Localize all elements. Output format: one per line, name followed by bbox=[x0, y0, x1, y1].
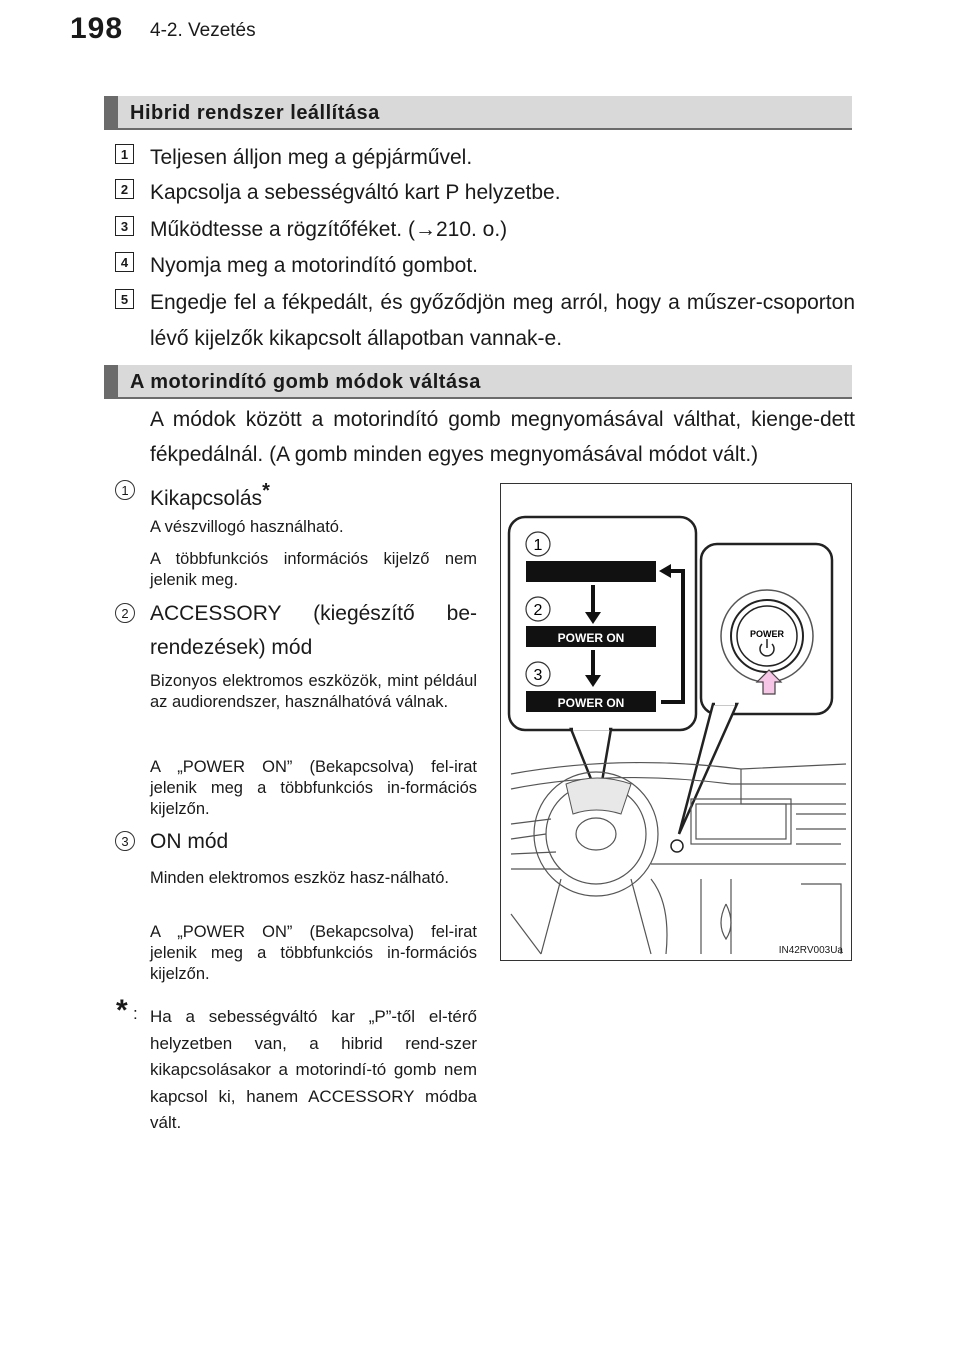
mode-note: Bizonyos elektromos eszközök, mint például az audiorendszer, használhatóvá válnak. bbox=[150, 672, 477, 711]
mode-title: ACCESSORY (kiegészítő be-rendezések) mód bbox=[150, 602, 477, 659]
display-power-on-3: POWER ON bbox=[557, 696, 625, 710]
power-button-figure bbox=[500, 483, 852, 961]
step-number: 3 bbox=[115, 216, 134, 236]
footnote-text: Ha a sebességváltó kar „P”-től el-térő helyzetben van, a hibrid rend-szer kikapcsolásakor a motorindí-tó gomb nem kapcsol ki, hanem ACCESSORY módba vált. bbox=[150, 1007, 477, 1132]
step-number: 4 bbox=[115, 252, 134, 272]
button-label: POWER bbox=[749, 629, 785, 639]
footnote-colon: : bbox=[133, 1004, 138, 1023]
mode-number: 1 bbox=[115, 480, 135, 500]
section-header-stop bbox=[104, 96, 852, 130]
step-text: Kapcsolja a sebességváltó kart P helyzetbe. bbox=[150, 181, 561, 204]
figure-label-1: 1 bbox=[533, 537, 543, 554]
footnote-star: * bbox=[262, 480, 270, 502]
step-text: Nyomja meg a motorindító gombot. bbox=[150, 254, 478, 277]
section-header-modes bbox=[104, 365, 852, 399]
page-number: 198 bbox=[70, 12, 124, 45]
mode-note: A „POWER ON” (Bekapcsolva) fel-irat jelenik meg a többfunkciós in-formációs kijelzőn. bbox=[150, 758, 477, 818]
mode-number: 3 bbox=[115, 831, 135, 851]
mode-note: A vészvillogó használható. bbox=[150, 518, 344, 536]
figure-label-2: 2 bbox=[533, 602, 543, 619]
section-title: A motorindító gomb módok váltása bbox=[130, 371, 481, 393]
step-text: Engedje fel a fékpedált, és győződjön meg arról, hogy a műszer-csoporton lévő kijelzők kikapcsolt állapotban vannak-e. bbox=[150, 291, 855, 350]
mode-title: Kikapcsolás* bbox=[150, 480, 270, 510]
intro-paragraph: A módok között a motorindító gomb megnyomásával válthat, kienge-dett fékpedálnál. (A gomb minden egyes megnyomásával módot vált.) bbox=[150, 408, 855, 466]
mode-title: ON mód bbox=[150, 830, 229, 853]
section-title: Hibrid rendszer leállítása bbox=[130, 102, 380, 124]
section-label: 4-2. Vezetés bbox=[150, 20, 256, 41]
mode-note: A „POWER ON” (Bekapcsolva) fel-irat jelenik meg a többfunkciós in-formációs kijelzőn. bbox=[150, 923, 477, 983]
step-number: 5 bbox=[115, 289, 134, 309]
mode-note: Minden elektromos eszköz hasz-nálható. bbox=[150, 869, 449, 887]
figure-label-3: 3 bbox=[533, 667, 543, 684]
mode-number: 2 bbox=[115, 603, 135, 623]
step-text: Működtesse a rögzítőféket. (→210. o.) bbox=[150, 218, 508, 241]
step-number: 2 bbox=[115, 179, 134, 199]
mode-note: A többfunkciós információs kijelző nem jelenik meg. bbox=[150, 550, 477, 589]
footnote-marker: * bbox=[116, 994, 128, 1027]
step-number: 1 bbox=[115, 144, 134, 164]
display-power-on-2: POWER ON bbox=[557, 631, 625, 645]
step-text: Teljesen álljon meg a gépjárművel. bbox=[150, 146, 473, 169]
figure-code: IN42RV003Ua bbox=[778, 945, 843, 956]
